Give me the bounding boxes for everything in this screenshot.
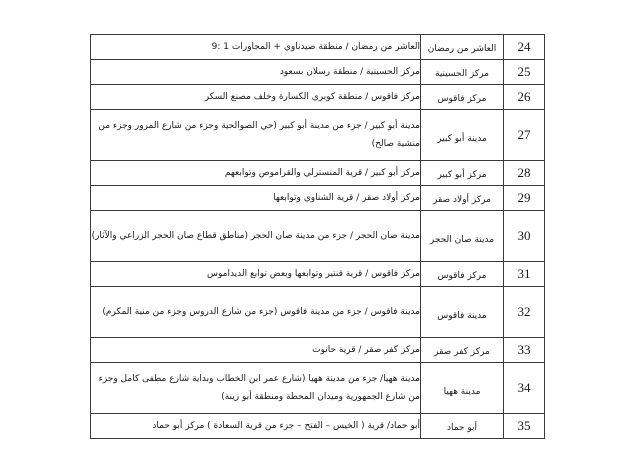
table-row xyxy=(91,161,545,186)
row-description: مركز الحسينية / منطقة رسلان بسعود xyxy=(91,60,421,85)
row-number: 28 xyxy=(504,161,545,186)
row-number: 31 xyxy=(504,262,545,287)
row-description: أبو حماد/ قرية ( الخيس – الفتح – جزء من قرية السعادة ) مركز أبو حماد xyxy=(91,414,421,439)
row-name: مدينة ههيا xyxy=(421,363,504,414)
row-name: مركز فاقوس xyxy=(421,262,504,287)
row-description: مركز كفر صقر / قرية حانوت xyxy=(91,338,421,363)
row-description: مدينة ههيا/ جزء من مدينة ههيا (شارع عمر ابن الخطاب وبداية شارع مطفى كامل وجزء من شارع الجمهورية وميدان المحطة ومنطقة أبو زينة) xyxy=(91,363,421,414)
row-name: العاشر من رمضان xyxy=(421,35,504,60)
row-number: 25 xyxy=(504,60,545,85)
row-description: مدينة صان الحجر / جزء من مدينة صان الحجر (مناطق قطاع صان الحجر الزراعي والآثار) xyxy=(91,211,421,262)
row-name: مركز أبو كبير xyxy=(421,161,504,186)
table-row xyxy=(91,287,545,338)
row-description: مركز أولاد صقر / قرية الشناوي وتوابعها xyxy=(91,186,421,211)
row-number: 26 xyxy=(504,85,545,110)
table-row xyxy=(91,338,545,363)
row-description: العاشر من رمضان / منطقة صيدناوي + المجاورات 1 :9 xyxy=(91,35,421,60)
row-description: مدينة فاقوس / جزء من مدينة فاقوس (جزء من شارع الدروس وجزء من منية المكرم) xyxy=(91,287,421,338)
row-name: أبو حماد xyxy=(421,414,504,439)
table-row xyxy=(91,186,545,211)
table-row xyxy=(91,211,545,262)
row-description: مركز فاقوس / منطقة كوبري الكسارة وخلف مصنع السكر xyxy=(91,85,421,110)
table-row xyxy=(91,262,545,287)
row-name: مدينة فاقوس xyxy=(421,287,504,338)
table-row xyxy=(91,60,545,85)
row-description: مركز فاقوس / قرية قنتير وتوابعها وبعض توابع الديداموس xyxy=(91,262,421,287)
row-description: مدينة أبو كبير / جزء من مدينة أبو كبير (حي الصوالحية وجزء من شارع المرور وجزء من منشية صالح) xyxy=(91,110,421,161)
row-name: مركز الحسينية xyxy=(421,60,504,85)
row-number: 27 xyxy=(504,110,545,161)
table-row xyxy=(91,85,545,110)
row-number: 35 xyxy=(504,414,545,439)
table-row xyxy=(91,414,545,439)
row-number: 34 xyxy=(504,363,545,414)
row-number: 24 xyxy=(504,35,545,60)
row-name: مركز أولاد صقر xyxy=(421,186,504,211)
row-name: مركز كفر صقر xyxy=(421,338,504,363)
row-number: 32 xyxy=(504,287,545,338)
row-number: 33 xyxy=(504,338,545,363)
row-name: مدينة أبو كبير xyxy=(421,110,504,161)
distribution-table xyxy=(90,34,545,439)
row-name: مركز فاقوس xyxy=(421,85,504,110)
table-row xyxy=(91,110,545,161)
table-row xyxy=(91,35,545,60)
row-number: 29 xyxy=(504,186,545,211)
row-number: 30 xyxy=(504,211,545,262)
table-row xyxy=(91,363,545,414)
row-name: مدينة صان الحجر xyxy=(421,211,504,262)
row-description: مركز أبو كبير / قرية المنسترلي والقراموص وتوابعهم xyxy=(91,161,421,186)
